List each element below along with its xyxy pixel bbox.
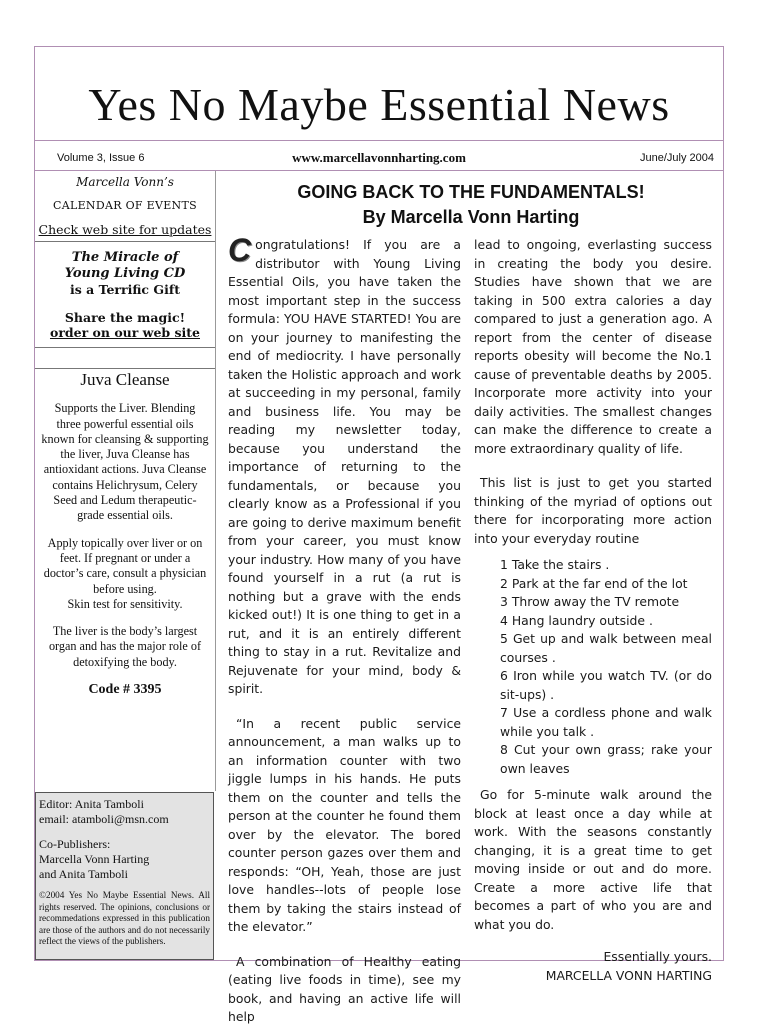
byline: By Marcella Vonn Harting bbox=[362, 207, 580, 227]
list-item: 4 Hang laundry outside . bbox=[500, 612, 653, 628]
list-item: 6 Iron while you watch TV. (or do sit-ups) . bbox=[500, 668, 712, 702]
paragraph-3-continued: lead to ongoing, everlasting success in creating the body you desire. Studies have shown that we are taking in 500 extra calories a day compared to just a generation ago. A report from the center of disease reports obesity will become the No.1 cause of preventable deaths by 2005. Incorporate more activity into your daily activities. The smallest changes can make the difference to create a more extraordinary quality of life. bbox=[474, 237, 712, 456]
sidebar-divider bbox=[215, 171, 216, 791]
issue-bar bbox=[34, 150, 724, 170]
paragraph-5: Go for 5-minute walk around the block at least once a day while at work. With the seasons constantly changing, it is a great time to get moving inside or out and do more. Create a more active life that becomes a part of who you are and what you do. bbox=[474, 787, 712, 932]
website-link[interactable]: www.marcellavonnharting.com bbox=[292, 150, 466, 165]
issue-date: June/July 2004 bbox=[640, 152, 714, 164]
miracle-line-2: Young Living CD bbox=[64, 266, 186, 281]
juva-skin-test: Skin test for sensitivity. bbox=[67, 596, 183, 611]
juva-liver-fact: The liver is the body’s largest organ and has the major role of detoxifying the body. bbox=[48, 624, 202, 669]
paragraph-3-start: A combination of Healthy eating (eating live foods in time), see my book, and having an active life will help bbox=[228, 953, 461, 1024]
juva-cleanse-box bbox=[35, 372, 215, 697]
share-magic: Share the magic! bbox=[64, 310, 186, 325]
juva-description: Supports the Liver. Blending three powerful essential oils known for cleansing & supporting the liver, Juva Cleanse has antioxidant actions. Juva Cleanse contains Helichrysum, Celery Seed and Ledum therapeutic-grade essential oils. bbox=[41, 401, 209, 523]
calendar-box bbox=[35, 171, 215, 348]
paragraph-4: This list is just to get you started thinking of the myriad of options out there for incorporating more action into your everyday routine bbox=[474, 475, 712, 546]
list-item: 3 Throw away the TV remote bbox=[500, 594, 680, 609]
list-item: 5 Get up and walk between meal courses . bbox=[500, 631, 712, 665]
editor-name: Editor: Anita Tamboli bbox=[39, 797, 144, 811]
headline-text: GOING BACK TO THE FUNDAMENTALS! bbox=[297, 182, 645, 202]
copublisher-2: and Anita Tamboli bbox=[39, 867, 128, 881]
calendar-bottom-divider bbox=[35, 347, 215, 348]
issue-number: Volume 3, Issue 6 bbox=[57, 152, 145, 164]
activity-list bbox=[500, 556, 712, 778]
juva-title: Juva Cleanse bbox=[80, 370, 170, 389]
paragraph-1 bbox=[228, 232, 461, 699]
paragraph-1-text: ongratulations! If you are a distributor with Young Living Essential Oils, you have taken the most important step in the success formula: YOU HAVE STARTED! You are on your journey to manifesting the end of mediocrity. I have personally taken the Holistic approach and work at succeeding in my personal, family and business life. You may be reading my newsletter today, because you understand the importance of returning to the fundamentals, or because you clearly know as a Professional if you are going to derive maximum benefit from your career, you must know your industry. How many of you have found yourself in a rut (a rut is nothing but a grave with the ends kicked out!) It is one thing to get in a rut, and it is an entirely different thing to stay in a rut. Revitalize and Rejuvenate for your mind, body & spirit. bbox=[228, 237, 461, 696]
article-column-2 bbox=[474, 236, 712, 985]
article-headline bbox=[218, 180, 724, 230]
order-link[interactable]: order on our web site bbox=[49, 325, 200, 340]
newsletter-title: Yes No Maybe Essential News bbox=[88, 79, 670, 130]
calendar-divider bbox=[35, 241, 215, 242]
paragraph-2: “In a recent public service announcement, a man walks up to an information counter with two jiggle lumps in his hands. He puts them on the counter and tells the person at the counter he found them over by the elevator. The bored counter person gazes over them and responds: “OH, Yeah, those are just love handles--lots of people lose them by taking the stairs instead of the elevator.” bbox=[228, 715, 461, 934]
list-item: 2 Park at the far end of the lot bbox=[500, 575, 688, 591]
list-item: 8 Cut your own grass; rake your own leaves bbox=[500, 742, 712, 776]
calendar-owner: Marcella Vonn’s bbox=[76, 175, 174, 189]
miracle-line-1: The Miracle of bbox=[71, 250, 179, 265]
signature: MARCELLA VONN HARTING bbox=[545, 967, 712, 983]
masthead-divider bbox=[34, 140, 724, 141]
drop-cap: C bbox=[228, 232, 252, 268]
list-item: 1 Take the stairs . bbox=[500, 557, 610, 572]
product-code: Code # 3395 bbox=[88, 682, 162, 698]
editor-email[interactable]: email: atamboli@msn.com bbox=[39, 812, 169, 826]
juva-top-divider bbox=[35, 368, 215, 369]
calendar-heading: CALENDAR OF EVENTS bbox=[53, 199, 197, 212]
copublisher-1: Marcella Vonn Harting bbox=[39, 852, 150, 866]
editor-box bbox=[35, 792, 214, 960]
miracle-line-3: is a Terrific Gift bbox=[70, 282, 180, 297]
closing: Essentially yours. bbox=[603, 949, 712, 964]
legal-notice: ©2004 Yes No Maybe Essential News. All rights reserved. The opinions, conclusions or recommedations expressed in this publication are those of the authors and do not necessarily reflect the views of the publishers. bbox=[39, 890, 210, 946]
copublishers-heading: Co-Publishers: bbox=[39, 837, 111, 851]
list-item: 7 Use a cordless phone and walk while you talk . bbox=[500, 705, 712, 739]
check-website-link[interactable]: Check web site for updates bbox=[38, 222, 212, 237]
article-column-1 bbox=[228, 232, 461, 1027]
juva-usage: Apply topically over liver or on feet. If pregnant or under a doctor’s care, consult a physician before using. bbox=[43, 535, 207, 596]
